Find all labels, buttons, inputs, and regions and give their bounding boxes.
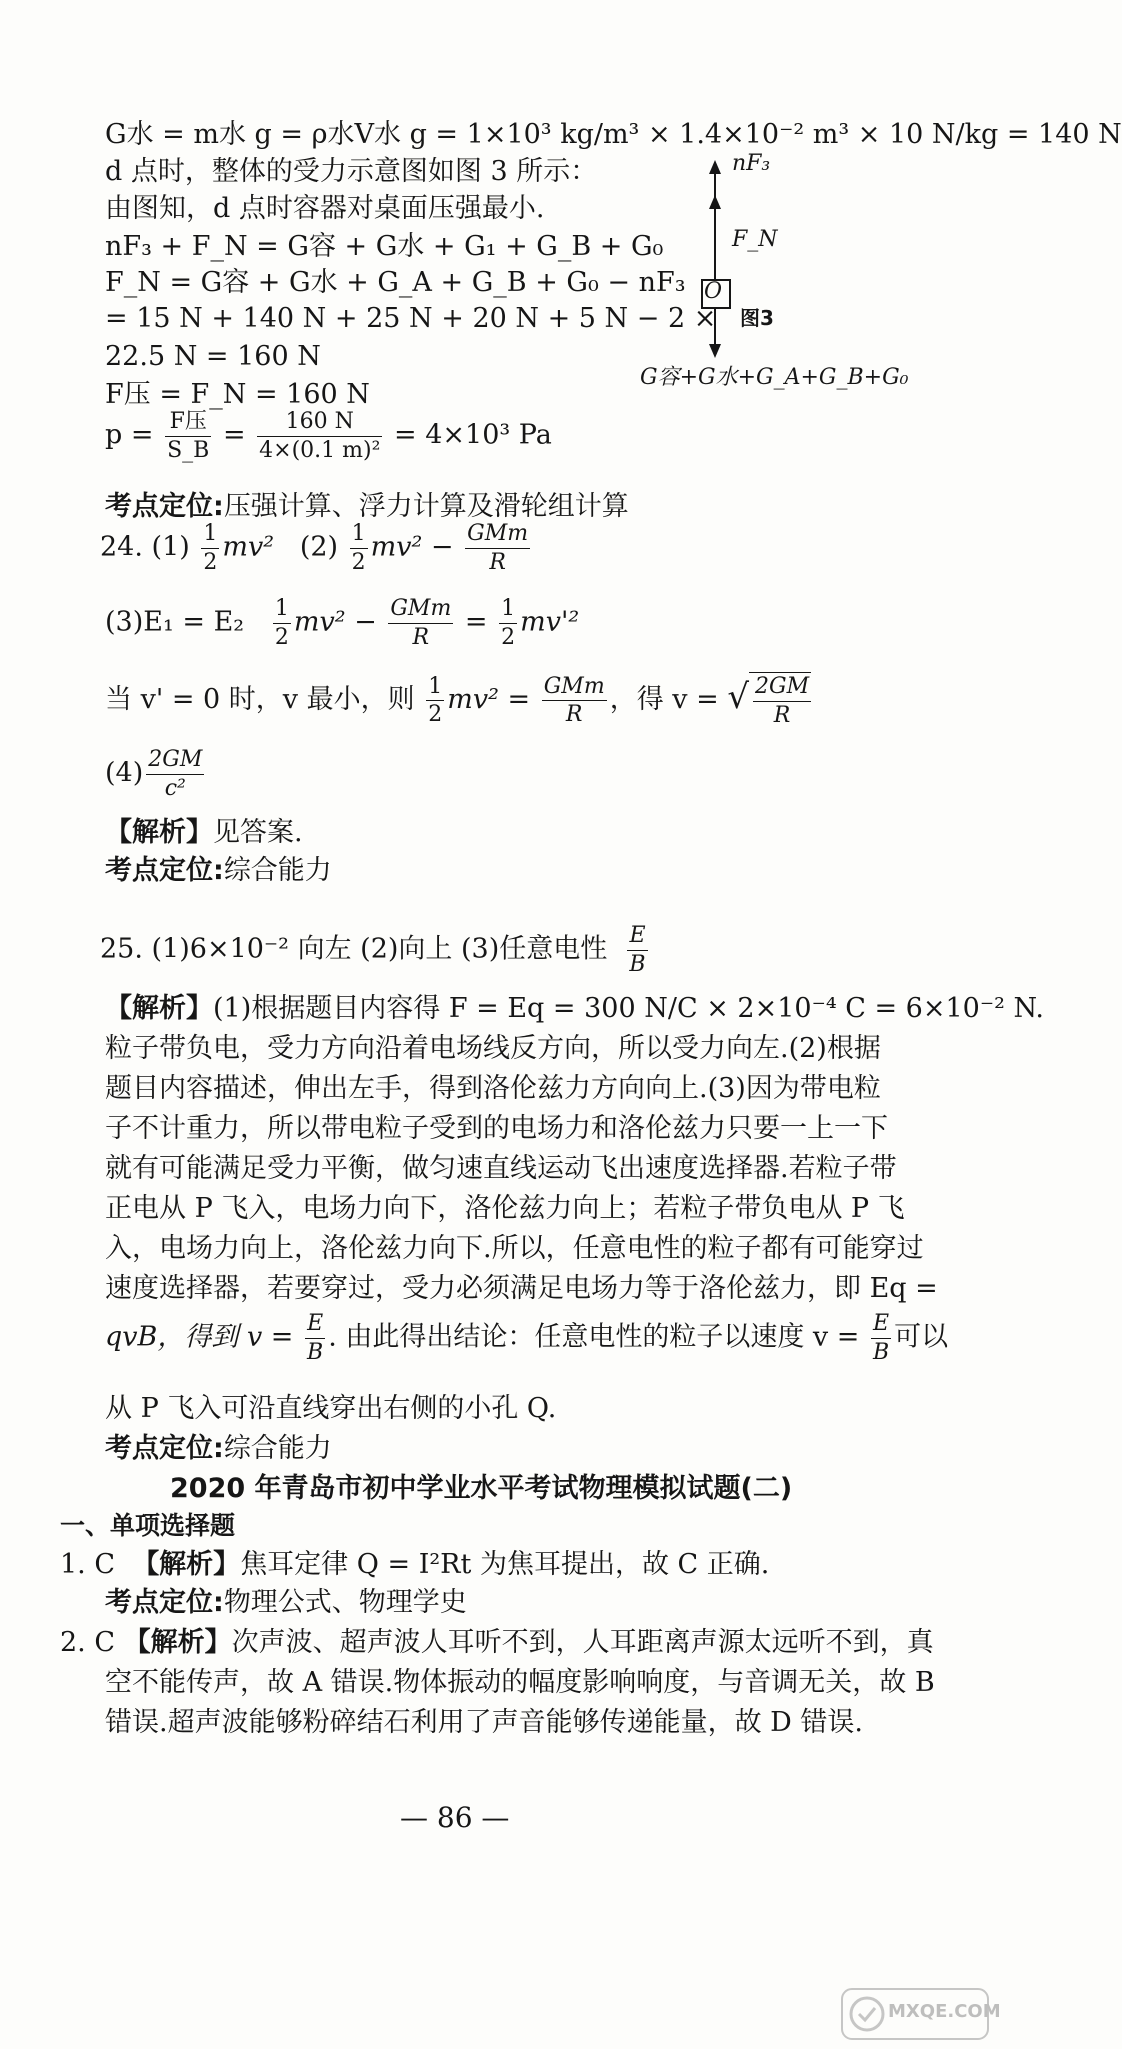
text-point-d: d 点时，整体的受力示意图如图 3 所示： <box>105 156 598 187</box>
fraction: $\frac{1}{2}$ <box>501 596 516 650</box>
text-min-pressure: 由图知，d 点时容器对桌面压强最小. <box>105 193 545 224</box>
fraction: $\frac{1}{2}$ <box>274 596 289 650</box>
fraction: $\frac{\text{GMm}}{R}$ <box>467 521 529 575</box>
answer-2-line-2: 空不能传声，故 A 错误.物体振动的幅度影响响度，与音调无关，故 B <box>105 1667 935 1698</box>
figure-caption: 图3 <box>740 306 774 330</box>
eq-normal-force-calc: = 15 N + 140 N + 25 N + 20 N + 5 N − 2 × <box>105 303 717 334</box>
q25-analysis-line-9: qvB，得到 v = $\frac{E}{B}$ . 由此得出结论：任意电性的粒子以速度 v = $\frac{E}{B}$ 可以 <box>105 1311 949 1365</box>
watermark-text: MXQE.COM <box>888 2001 1001 2022</box>
q24-answer-3: (3)E₁ = E₂ $\frac{1}{2}$ mv² − $\frac{\text{GMm}}{R}$ = $\frac{1}{2}$ mv'² <box>105 596 580 650</box>
q25-analysis-line-7: 入，电场力向上，洛伦兹力向下.所以，任意电性的粒子都有可能穿过 <box>105 1233 924 1264</box>
q25-analysis-line-1: 【解析】(1)根据题目内容得 F = Eq = 300 N/C × 2×10⁻⁴ C = 6×10⁻² N. <box>105 993 1044 1024</box>
fraction: $\frac{1}{2}$ <box>428 673 443 727</box>
q25-analysis-line-10: 从 P 飞入可沿直线穿出右侧的小孔 Q. <box>105 1393 557 1424</box>
q24-answer-4: (4) $\frac{2GM}{\text{c²}}$ <box>105 747 203 801</box>
fraction: $\frac{2GM}{\text{c²}}$ <box>148 747 203 801</box>
fraction: $\frac{160 N}{\text{4×(0.1 m)²}}$ <box>259 409 381 463</box>
q24-jiexi: 【解析】见答案. <box>105 817 303 848</box>
fraction: $\frac{\text{GMm}}{R}$ <box>390 596 452 650</box>
q25-analysis-line-8: 速度选择器，若要穿过，受力必须满足电场力等于洛伦兹力，即 Eq = <box>105 1273 938 1304</box>
eq-water-gravity: G水 = m水 g = ρ水V水 g = 1×10³ kg/m³ × 1.4×10⁻² m³ × 10 N/kg = 140 N <box>105 119 1122 150</box>
eq-force-balance: nF₃ + F_N = G容 + G水 + G₁ + G_B + G₀ <box>105 231 664 262</box>
q25-analysis-line-5: 就有可能满足受力平衡，做匀速直线运动飞出速度选择器.若粒子带 <box>105 1153 897 1184</box>
fraction: $\frac{E}{B}$ <box>307 1311 324 1365</box>
eq-normal-force: F_N = G容 + G水 + G_A + G_B + G₀ − nF₃ <box>105 267 686 298</box>
fraction: $\frac{\text{GMm}}{R}$ <box>543 673 605 727</box>
q25-analysis-line-6: 正电从 P 飞入，电场力向下，洛伦兹力向上；若粒子带负电从 P 飞 <box>105 1193 905 1224</box>
q24-min-speed: 当 v' = 0 时，v 最小，则 $\frac{1}{2}$ mv² = $\frac{\text{GMm}}{R}$ ，得 v = √ $\frac{2GM}{R}$ <box>105 673 810 728</box>
label-gravity-sum: G容+G水+G_A+G_B+G₀ <box>640 365 909 390</box>
eq-pressure: p = $\frac{\text{F压}}{S\_B}$ = $\frac{160 N}{\text{4×(0.1 m)²}}$ = 4×10³ Pa <box>105 409 552 463</box>
part-title: 一、单项选择题 <box>60 1511 236 1540</box>
kaodian-1: 考点定位:压强计算、浮力计算及滑轮组计算 <box>105 491 629 522</box>
q25-analysis-line-3: 题目内容描述，伸出左手，得到洛伦兹力方向向上.(3)因为带电粒 <box>105 1073 881 1104</box>
label-O: O <box>704 279 723 304</box>
answer-2-line-3: 错误.超声波能够粉碎结石利用了声音能够传递能量，故 D 错误. <box>105 1707 863 1738</box>
q24-answers-1-2: 24. (1) $\frac{1}{2}$ mv² (2) $\frac{1}{2}$ mv² − $\frac{\text{GMm}}{R}$ <box>100 521 529 575</box>
fraction: $\frac{\text{F压}}{S\_B}$ <box>167 409 210 463</box>
label-nF3: nF₃ <box>732 151 771 176</box>
page-number: — 86 — <box>400 1801 510 1834</box>
q25-kaodian: 考点定位:综合能力 <box>105 1433 332 1464</box>
fraction: $\frac{E}{B}$ <box>629 923 646 977</box>
eq-pressure-force: F压 = F_N = 160 N <box>105 379 370 410</box>
answer-1-kaodian: 考点定位:物理公式、物理学史 <box>105 1587 467 1618</box>
watermark-logo <box>840 1987 1001 2041</box>
eq-normal-force-result: 22.5 N = 160 N <box>105 341 321 372</box>
q24-kaodian: 考点定位:综合能力 <box>105 855 332 886</box>
fraction: $\frac{1}{2}$ <box>203 521 218 575</box>
q25-analysis-line-4: 子不计重力，所以带电粒子受到的电场力和洛伦兹力只要一上一下 <box>105 1113 888 1144</box>
answer-2-line-1: 2. C 【解析】次声波、超声波人耳听不到，人耳距离声源太远听不到，真 <box>60 1627 934 1658</box>
section-title: 2020 年青岛市初中学业水平考试物理模拟试题(二) <box>170 1473 793 1504</box>
label-FN: F_N <box>732 227 778 252</box>
square-root: $\frac{2GM}{R}$ <box>749 672 811 729</box>
fraction: $\frac{E}{B}$ <box>873 1311 890 1365</box>
q25-analysis-line-2: 粒子带负电，受力方向沿着电场线反方向，所以受力向左.(2)根据 <box>105 1033 881 1064</box>
fraction: $\frac{1}{2}$ <box>351 521 366 575</box>
force-diagram <box>640 150 909 420</box>
answer-1: 1. C 【解析】焦耳定律 Q = I²Rt 为焦耳提出，故 C 正确. <box>60 1549 770 1580</box>
q25-answers: 25. (1)6×10⁻² 向左 (2)向上 (3)任意电性 $\frac{E}{B}$ <box>100 923 646 977</box>
